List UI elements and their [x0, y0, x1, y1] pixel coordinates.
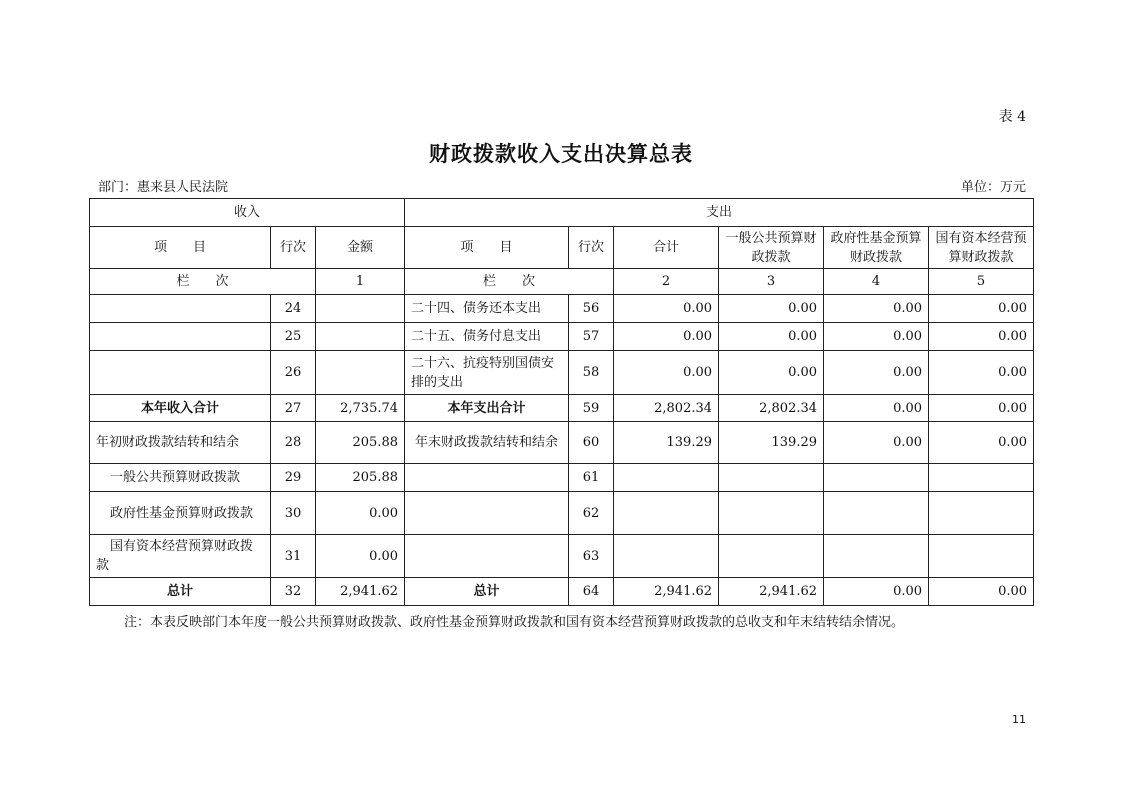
total-value: 2,802.34 [614, 395, 719, 422]
income-row-no: 32 [271, 578, 316, 606]
state-capital-value [929, 492, 1034, 535]
table-row [90, 295, 1034, 323]
income-row-no: 25 [271, 323, 316, 351]
gov-fund-value: 0.00 [824, 422, 929, 464]
general-budget-value [719, 464, 824, 492]
expense-item: 总计 [405, 578, 569, 606]
table-row [90, 464, 1034, 492]
total-value: 2,941.62 [614, 578, 719, 606]
total-value: 139.29 [614, 422, 719, 464]
gov-fund-value: 0.00 [824, 323, 929, 351]
expense-item [405, 464, 569, 492]
budget-table [89, 198, 1034, 606]
expense-row-no-header: 行次 [569, 227, 614, 269]
unit-label: 单位：万元 [960, 180, 1026, 195]
gov-fund-value [824, 492, 929, 535]
column-number-1: 1 [316, 269, 405, 295]
total-value: 0.00 [614, 351, 719, 395]
income-row-no: 27 [271, 395, 316, 422]
gov-fund-value [824, 464, 929, 492]
expense-item: 年末财政拨款结转和结余 [405, 422, 569, 464]
general-budget-value: 2,941.62 [719, 578, 824, 606]
expense-row-no: 56 [569, 295, 614, 323]
income-item: 国有资本经营预算财政拨款 [90, 535, 271, 578]
income-item: 年初财政拨款结转和结余 [90, 422, 271, 464]
header-row-sections [90, 199, 1034, 227]
expense-item: 二十六、抗疫特别国债安排的支出 [405, 351, 569, 395]
gov-fund-value: 0.00 [824, 295, 929, 323]
expense-column-no-label: 栏 次 [405, 269, 614, 295]
table-row [90, 351, 1034, 395]
income-amount: 0.00 [316, 535, 405, 578]
income-amount: 205.88 [316, 464, 405, 492]
income-row-no: 24 [271, 295, 316, 323]
table-row [90, 535, 1034, 578]
gov-fund-value: 0.00 [824, 351, 929, 395]
footnote: 注：本表反映部门本年度一般公共预算财政拨款、政府性基金预算财政拨款和国有资本经营预算财政拨款的总收支和年末结转结余情况。 [124, 615, 905, 630]
income-item [90, 295, 271, 323]
table-row-subtotal [90, 395, 1034, 422]
expense-row-no: 64 [569, 578, 614, 606]
total-value: 0.00 [614, 295, 719, 323]
header-row-column-numbers [90, 269, 1034, 295]
gov-fund-value: 0.00 [824, 395, 929, 422]
general-budget-value: 0.00 [719, 323, 824, 351]
income-item: 政府性基金预算财政拨款 [90, 492, 271, 535]
state-capital-value: 0.00 [929, 295, 1034, 323]
expense-item-header: 项 目 [405, 227, 569, 269]
column-number-4: 4 [824, 269, 929, 295]
total-value [614, 492, 719, 535]
general-budget-value [719, 492, 824, 535]
general-budget-value: 0.00 [719, 351, 824, 395]
income-row-no-header: 行次 [271, 227, 316, 269]
page-number: 11 [1012, 713, 1026, 726]
expense-row-no: 59 [569, 395, 614, 422]
expense-row-no: 61 [569, 464, 614, 492]
general-budget-value: 2,802.34 [719, 395, 824, 422]
state-capital-value: 0.00 [929, 422, 1034, 464]
income-item [90, 323, 271, 351]
general-budget-value: 0.00 [719, 295, 824, 323]
expense-item [405, 535, 569, 578]
income-item-header: 项 目 [90, 227, 271, 269]
income-amount: 2,941.62 [316, 578, 405, 606]
income-row-no: 30 [271, 492, 316, 535]
table-number: 表 4 [998, 109, 1026, 125]
gov-fund-value: 0.00 [824, 578, 929, 606]
table-row-total [90, 578, 1034, 606]
total-value [614, 464, 719, 492]
department-label: 部门：惠来县人民法院 [98, 180, 229, 195]
state-capital-value [929, 464, 1034, 492]
column-number-3: 3 [719, 269, 824, 295]
income-amount: 0.00 [316, 492, 405, 535]
income-section-header: 收入 [90, 199, 405, 227]
expense-row-no: 58 [569, 351, 614, 395]
income-amount [316, 323, 405, 351]
header-row-columns [90, 227, 1034, 269]
general-budget-value: 139.29 [719, 422, 824, 464]
income-column-no-label: 栏 次 [90, 269, 316, 295]
table-row [90, 492, 1034, 535]
income-item: 本年收入合计 [90, 395, 271, 422]
total-value: 0.00 [614, 323, 719, 351]
income-row-no: 31 [271, 535, 316, 578]
column-number-5: 5 [929, 269, 1034, 295]
state-capital-value [929, 535, 1034, 578]
expense-row-no: 63 [569, 535, 614, 578]
income-amount-header: 金额 [316, 227, 405, 269]
income-amount [316, 351, 405, 395]
state-capital-value: 0.00 [929, 323, 1034, 351]
gov-fund-header: 政府性基金预算财政拨款 [824, 227, 929, 269]
expense-item: 本年支出合计 [405, 395, 569, 422]
expense-row-no: 57 [569, 323, 614, 351]
income-amount [316, 295, 405, 323]
state-capital-value: 0.00 [929, 578, 1034, 606]
expense-item: 二十五、债务付息支出 [405, 323, 569, 351]
general-budget-value [719, 535, 824, 578]
total-value [614, 535, 719, 578]
income-amount: 205.88 [316, 422, 405, 464]
income-row-no: 29 [271, 464, 316, 492]
income-row-no: 26 [271, 351, 316, 395]
state-capital-value: 0.00 [929, 395, 1034, 422]
expense-row-no: 62 [569, 492, 614, 535]
state-capital-value: 0.00 [929, 351, 1034, 395]
expense-section-header: 支出 [405, 199, 1034, 227]
state-capital-header: 国有资本经营预算财政拨款 [929, 227, 1034, 269]
expense-row-no: 60 [569, 422, 614, 464]
general-budget-header: 一般公共预算财政拨款 [719, 227, 824, 269]
income-item [90, 351, 271, 395]
column-number-2: 2 [614, 269, 719, 295]
income-item: 一般公共预算财政拨款 [90, 464, 271, 492]
page-title: 财政拨款收入支出决算总表 [429, 141, 693, 166]
expense-item [405, 492, 569, 535]
income-amount: 2,735.74 [316, 395, 405, 422]
gov-fund-value [824, 535, 929, 578]
income-row-no: 28 [271, 422, 316, 464]
table-row [90, 422, 1034, 464]
income-item: 总计 [90, 578, 271, 606]
table-row [90, 323, 1034, 351]
total-header: 合计 [614, 227, 719, 269]
expense-item: 二十四、债务还本支出 [405, 295, 569, 323]
